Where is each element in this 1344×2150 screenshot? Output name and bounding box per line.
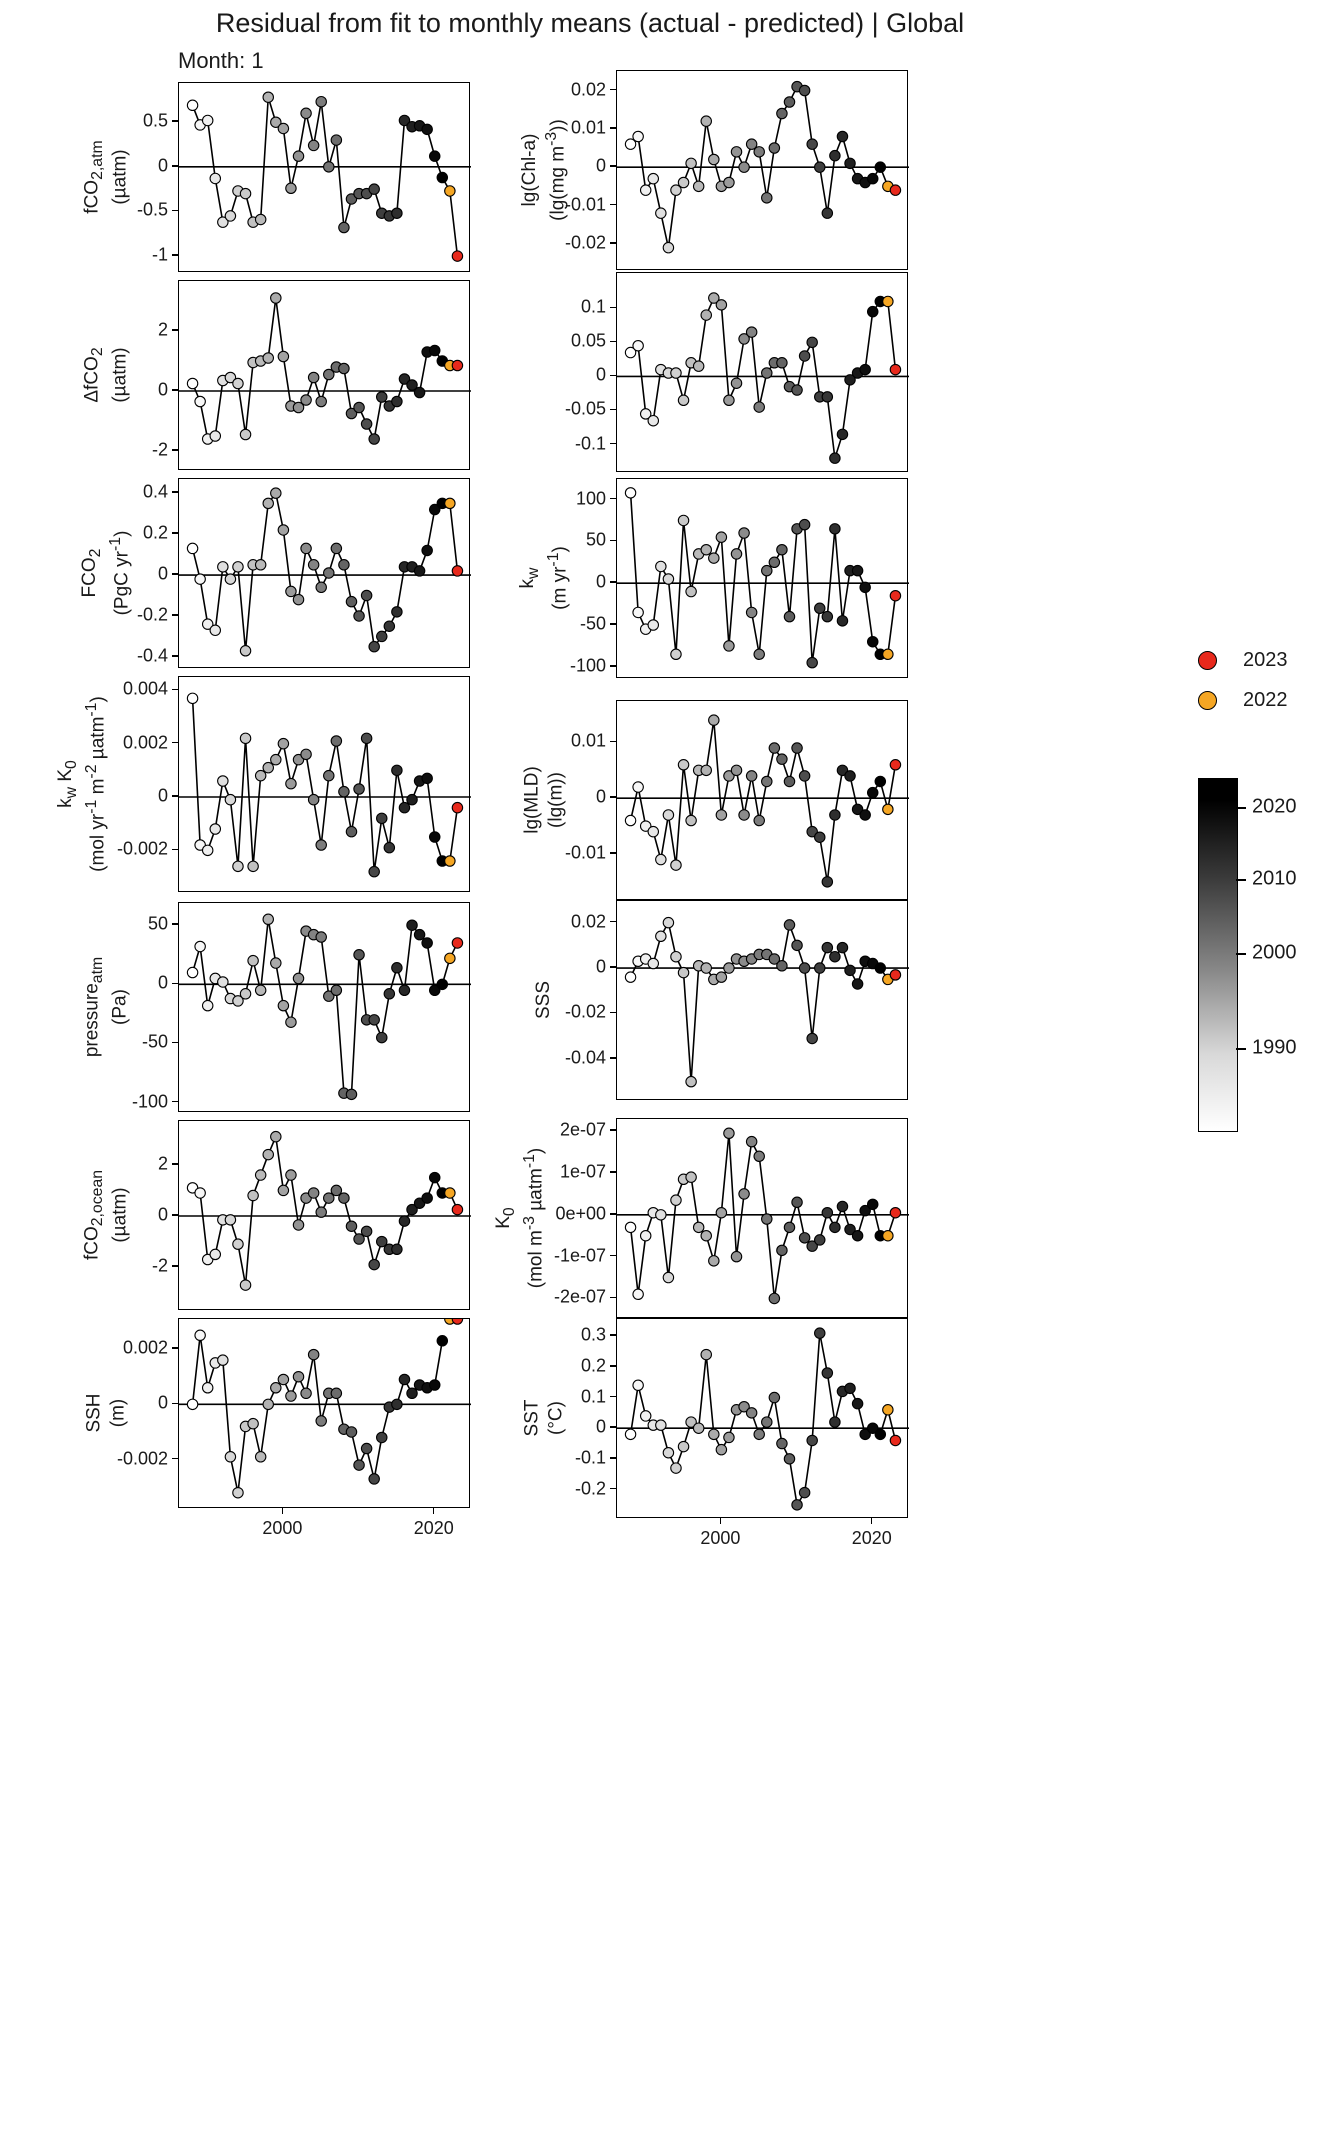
gradient-tick-2010 xyxy=(1236,879,1246,881)
legend-dot-2022 xyxy=(1198,691,1217,710)
y-tick-lgmld: 0.01 xyxy=(570,730,606,751)
panel-lgmld xyxy=(616,700,908,900)
y-tick-mark xyxy=(610,1334,616,1336)
y-tick-mark xyxy=(610,307,616,309)
y-tick-kwk0: 0.004 xyxy=(122,678,168,699)
y-tick-mark xyxy=(172,389,178,391)
y-tick-sss: -0.02 xyxy=(564,1001,606,1022)
y-tick-dfco2_right: -0.1 xyxy=(574,433,606,454)
y-axis-label-k0: $K_0$ (mol $m^{-3}$ µatm$^{-1}$) xyxy=(493,1147,547,1289)
y-tick-mark xyxy=(172,689,178,691)
panel-dfco2 xyxy=(178,280,470,470)
y-tick-pressure: -50 xyxy=(141,1031,168,1052)
y-tick-mark xyxy=(172,120,178,122)
y-tick-mark xyxy=(172,1458,178,1460)
y-tick-mark xyxy=(172,795,178,797)
y-tick-k0: 0e+00 xyxy=(555,1203,606,1224)
y-tick-mark xyxy=(610,665,616,667)
y-tick-fco2: 0.4 xyxy=(142,481,168,502)
plot-area-sst xyxy=(617,1319,909,1519)
y-tick-mark xyxy=(172,1163,178,1165)
y-tick-mark xyxy=(610,581,616,583)
gradient-tick-2020 xyxy=(1236,807,1246,809)
x-tick-label: 2020 xyxy=(413,1518,454,1538)
y-tick-fco2atm: -0.5 xyxy=(136,199,168,220)
y-tick-sst: 0.3 xyxy=(580,1324,606,1345)
y-tick-kwk0: 0 xyxy=(157,785,168,806)
y-tick-mark xyxy=(172,1347,178,1349)
y-tick-fco2atm: 0.5 xyxy=(142,110,168,131)
y-tick-mark xyxy=(610,540,616,542)
y-tick-fco2: -0.4 xyxy=(136,645,168,666)
y-axis-label-fco2atm: fCO$_{2,atm}$ (µatm) xyxy=(81,140,130,214)
year-gradient-scale xyxy=(1198,778,1238,1132)
plot-area-lgmld xyxy=(617,701,909,901)
panel-k0 xyxy=(616,1118,908,1318)
panel-lgchla xyxy=(616,70,908,270)
y-tick-mark xyxy=(172,491,178,493)
y-tick-fco2ocean: 0 xyxy=(157,1204,168,1225)
y-tick-lgmld: -0.01 xyxy=(564,842,606,863)
y-tick-mark xyxy=(610,796,616,798)
y-tick-mark xyxy=(172,655,178,657)
y-tick-mark xyxy=(172,449,178,451)
y-tick-pressure: 50 xyxy=(147,913,168,934)
y-axis-label-kwk0: $k_w$ $K_0$ (mol $yr^{-1}$ $m^{-2}$ µatm$^{-1}$) xyxy=(55,696,109,872)
y-tick-mark xyxy=(610,341,616,343)
y-tick-dfco2: 2 xyxy=(157,319,168,340)
y-axis-label-sss: SSS xyxy=(533,980,555,1020)
x-tick-mark xyxy=(871,1518,873,1524)
y-tick-lgchla: 0.01 xyxy=(570,117,606,138)
gradient-label-2000: 2000 xyxy=(1252,941,1297,964)
y-tick-mark xyxy=(172,849,178,851)
legend-label-2022: 2022 xyxy=(1243,688,1288,711)
y-tick-fco2ocean: -2 xyxy=(151,1255,168,1276)
y-tick-dfco2_right: 0.1 xyxy=(580,296,606,317)
panel-dfco2_right xyxy=(616,272,908,472)
plot-area-k0 xyxy=(617,1119,909,1319)
y-tick-lgchla: 0.02 xyxy=(570,79,606,99)
plot-area-fco2 xyxy=(179,479,471,669)
y-tick-ssh: 0.002 xyxy=(122,1337,168,1358)
y-tick-fco2ocean: 2 xyxy=(157,1153,168,1174)
y-tick-lgchla: 0 xyxy=(595,155,606,176)
y-tick-mark xyxy=(172,165,178,167)
y-tick-mark xyxy=(172,742,178,744)
y-tick-sss: -0.04 xyxy=(564,1047,606,1068)
y-axis-label-lgchla: lg(Chl-a) (lg(mg $m^{-3}$)) xyxy=(519,119,569,221)
y-tick-mark xyxy=(172,573,178,575)
gradient-tick-1990 xyxy=(1236,1048,1246,1050)
gradient-label-1990: 1990 xyxy=(1252,1036,1297,1059)
y-tick-mark xyxy=(610,741,616,743)
panel-kw xyxy=(616,478,908,678)
y-tick-sss: 0 xyxy=(595,956,606,977)
y-tick-fco2atm: 0 xyxy=(157,155,168,176)
y-tick-mark xyxy=(610,852,616,854)
y-tick-dfco2: -2 xyxy=(151,439,168,460)
y-tick-fco2: 0.2 xyxy=(142,522,168,543)
y-tick-kwk0: 0.002 xyxy=(122,732,168,753)
y-tick-sst: 0 xyxy=(595,1416,606,1437)
y-tick-mark xyxy=(610,1297,616,1299)
y-axis-label-lgmld: lg(MLD) (lg(m)) xyxy=(521,766,566,834)
y-axis-label-fco2ocean: fCO$_{2,ocean}$ (µatm) xyxy=(81,1169,130,1261)
x-tick-mark xyxy=(720,1518,722,1524)
y-tick-mark xyxy=(610,966,616,968)
y-tick-ssh: 0 xyxy=(157,1392,168,1413)
y-tick-sst: -0.1 xyxy=(574,1447,606,1468)
page-title: Residual from fit to monthly means (actual - predicted) | Global xyxy=(215,8,965,38)
y-tick-mark xyxy=(172,1265,178,1267)
y-tick-mark xyxy=(610,165,616,167)
y-tick-k0: -2e-07 xyxy=(553,1286,606,1307)
y-tick-mark xyxy=(610,1255,616,1257)
x-tick-label: 2000 xyxy=(700,1528,741,1548)
plot-area-sss xyxy=(617,901,909,1101)
panel-fco2 xyxy=(178,478,470,668)
y-axis-label-dfco2: ΔfCO$_2$ (µatm) xyxy=(81,347,130,403)
y-tick-mark xyxy=(610,375,616,377)
y-tick-sss: 0.02 xyxy=(570,911,606,932)
y-tick-mark xyxy=(172,1214,178,1216)
y-tick-mark xyxy=(172,210,178,212)
legend xyxy=(1180,640,1344,720)
y-tick-sst: 0.1 xyxy=(580,1386,606,1407)
y-tick-kw: -100 xyxy=(569,655,606,676)
page-subtitle: Month: 1 xyxy=(178,48,264,73)
plot-area-kwk0 xyxy=(179,677,471,893)
y-tick-mark xyxy=(610,1171,616,1173)
y-tick-sst: 0.2 xyxy=(580,1355,606,1376)
y-tick-dfco2_right: 0.05 xyxy=(570,330,606,351)
y-tick-mark xyxy=(172,329,178,331)
y-tick-mark xyxy=(610,443,616,445)
y-tick-mark xyxy=(172,1042,178,1044)
y-tick-fco2atm: -1 xyxy=(151,244,168,265)
y-tick-mark xyxy=(172,923,178,925)
y-tick-mark xyxy=(172,532,178,534)
y-tick-mark xyxy=(610,1396,616,1398)
y-tick-lgmld: 0 xyxy=(595,786,606,807)
y-tick-mark xyxy=(610,498,616,500)
y-tick-pressure: -100 xyxy=(131,1091,168,1112)
y-axis-label-sst: SST (°C) xyxy=(521,1399,566,1437)
y-axis-label-ssh: SSH (m) xyxy=(83,1393,128,1433)
y-tick-fco2: -0.2 xyxy=(136,604,168,625)
y-tick-mark xyxy=(610,921,616,923)
legend-item-2022 xyxy=(1180,680,1344,720)
legend-label-2023: 2023 xyxy=(1243,648,1288,671)
legend-item-2023 xyxy=(1180,640,1344,680)
y-tick-k0: 2e-07 xyxy=(559,1119,606,1140)
y-tick-mark xyxy=(610,1457,616,1459)
y-tick-mark xyxy=(172,254,178,256)
y-tick-k0: -1e-07 xyxy=(553,1245,606,1266)
y-tick-lgchla: -0.01 xyxy=(564,194,606,214)
plot-area-dfco2 xyxy=(179,281,471,471)
panel-pressure xyxy=(178,902,470,1112)
y-tick-dfco2: 0 xyxy=(157,379,168,400)
y-tick-mark xyxy=(610,409,616,411)
y-tick-mark xyxy=(172,983,178,985)
y-tick-kw: -50 xyxy=(579,613,606,634)
plot-area-kw xyxy=(617,479,909,679)
y-axis-label-kw: $k_w$ (m $yr^{-1}$) xyxy=(517,546,571,610)
plot-area-lgchla xyxy=(617,71,909,271)
y-tick-mark xyxy=(610,1213,616,1215)
y-tick-kw: 50 xyxy=(585,529,606,550)
y-tick-mark xyxy=(610,1012,616,1014)
y-tick-mark xyxy=(172,1101,178,1103)
y-tick-lgchla: -0.02 xyxy=(564,232,606,253)
y-tick-mark xyxy=(172,614,178,616)
y-tick-kwk0: -0.002 xyxy=(116,838,168,859)
x-tick-label: 2000 xyxy=(262,1518,303,1538)
y-tick-mark xyxy=(610,1365,616,1367)
y-tick-kw: 100 xyxy=(575,488,606,509)
panel-sst xyxy=(616,1318,908,1518)
x-tick-mark xyxy=(433,1508,435,1514)
y-tick-mark xyxy=(610,204,616,206)
y-tick-pressure: 0 xyxy=(157,972,168,993)
plot-area-fco2atm xyxy=(179,83,471,273)
x-tick-label: 2020 xyxy=(851,1528,892,1548)
panel-fco2ocean xyxy=(178,1120,470,1310)
y-tick-dfco2_right: -0.05 xyxy=(564,398,606,419)
gradient-label-2010: 2010 xyxy=(1252,867,1297,890)
y-axis-label-pressure: pressure$_{atm}$ (Pa) xyxy=(81,956,130,1058)
y-axis-label-fco2: $FCO_2$ (PgC $yr^{-1}$) xyxy=(79,530,133,616)
y-tick-ssh: -0.002 xyxy=(116,1448,168,1469)
panel-fco2atm xyxy=(178,82,470,272)
plot-area-ssh xyxy=(179,1319,471,1509)
gradient-label-2020: 2020 xyxy=(1252,795,1297,818)
y-tick-k0: 1e-07 xyxy=(559,1161,606,1182)
panel-sss xyxy=(616,900,908,1100)
y-tick-mark xyxy=(610,1057,616,1059)
plot-area-pressure xyxy=(179,903,471,1113)
y-tick-dfco2_right: 0 xyxy=(595,364,606,385)
panel-ssh xyxy=(178,1318,470,1508)
y-tick-sst: -0.2 xyxy=(574,1478,606,1499)
y-tick-mark xyxy=(610,89,616,91)
legend-dot-2023 xyxy=(1198,651,1217,670)
gradient-tick-2000 xyxy=(1236,953,1246,955)
y-tick-mark xyxy=(610,1488,616,1490)
y-tick-mark xyxy=(610,242,616,244)
plot-area-dfco2_right xyxy=(617,273,909,473)
y-tick-mark xyxy=(610,1426,616,1428)
panel-kwk0 xyxy=(178,676,470,892)
y-tick-fco2: 0 xyxy=(157,563,168,584)
y-tick-mark xyxy=(172,1403,178,1405)
y-tick-mark xyxy=(610,623,616,625)
y-tick-kw: 0 xyxy=(595,571,606,592)
x-tick-mark xyxy=(282,1508,284,1514)
plot-area-fco2ocean xyxy=(179,1121,471,1311)
y-tick-mark xyxy=(610,127,616,129)
y-tick-mark xyxy=(610,1129,616,1131)
